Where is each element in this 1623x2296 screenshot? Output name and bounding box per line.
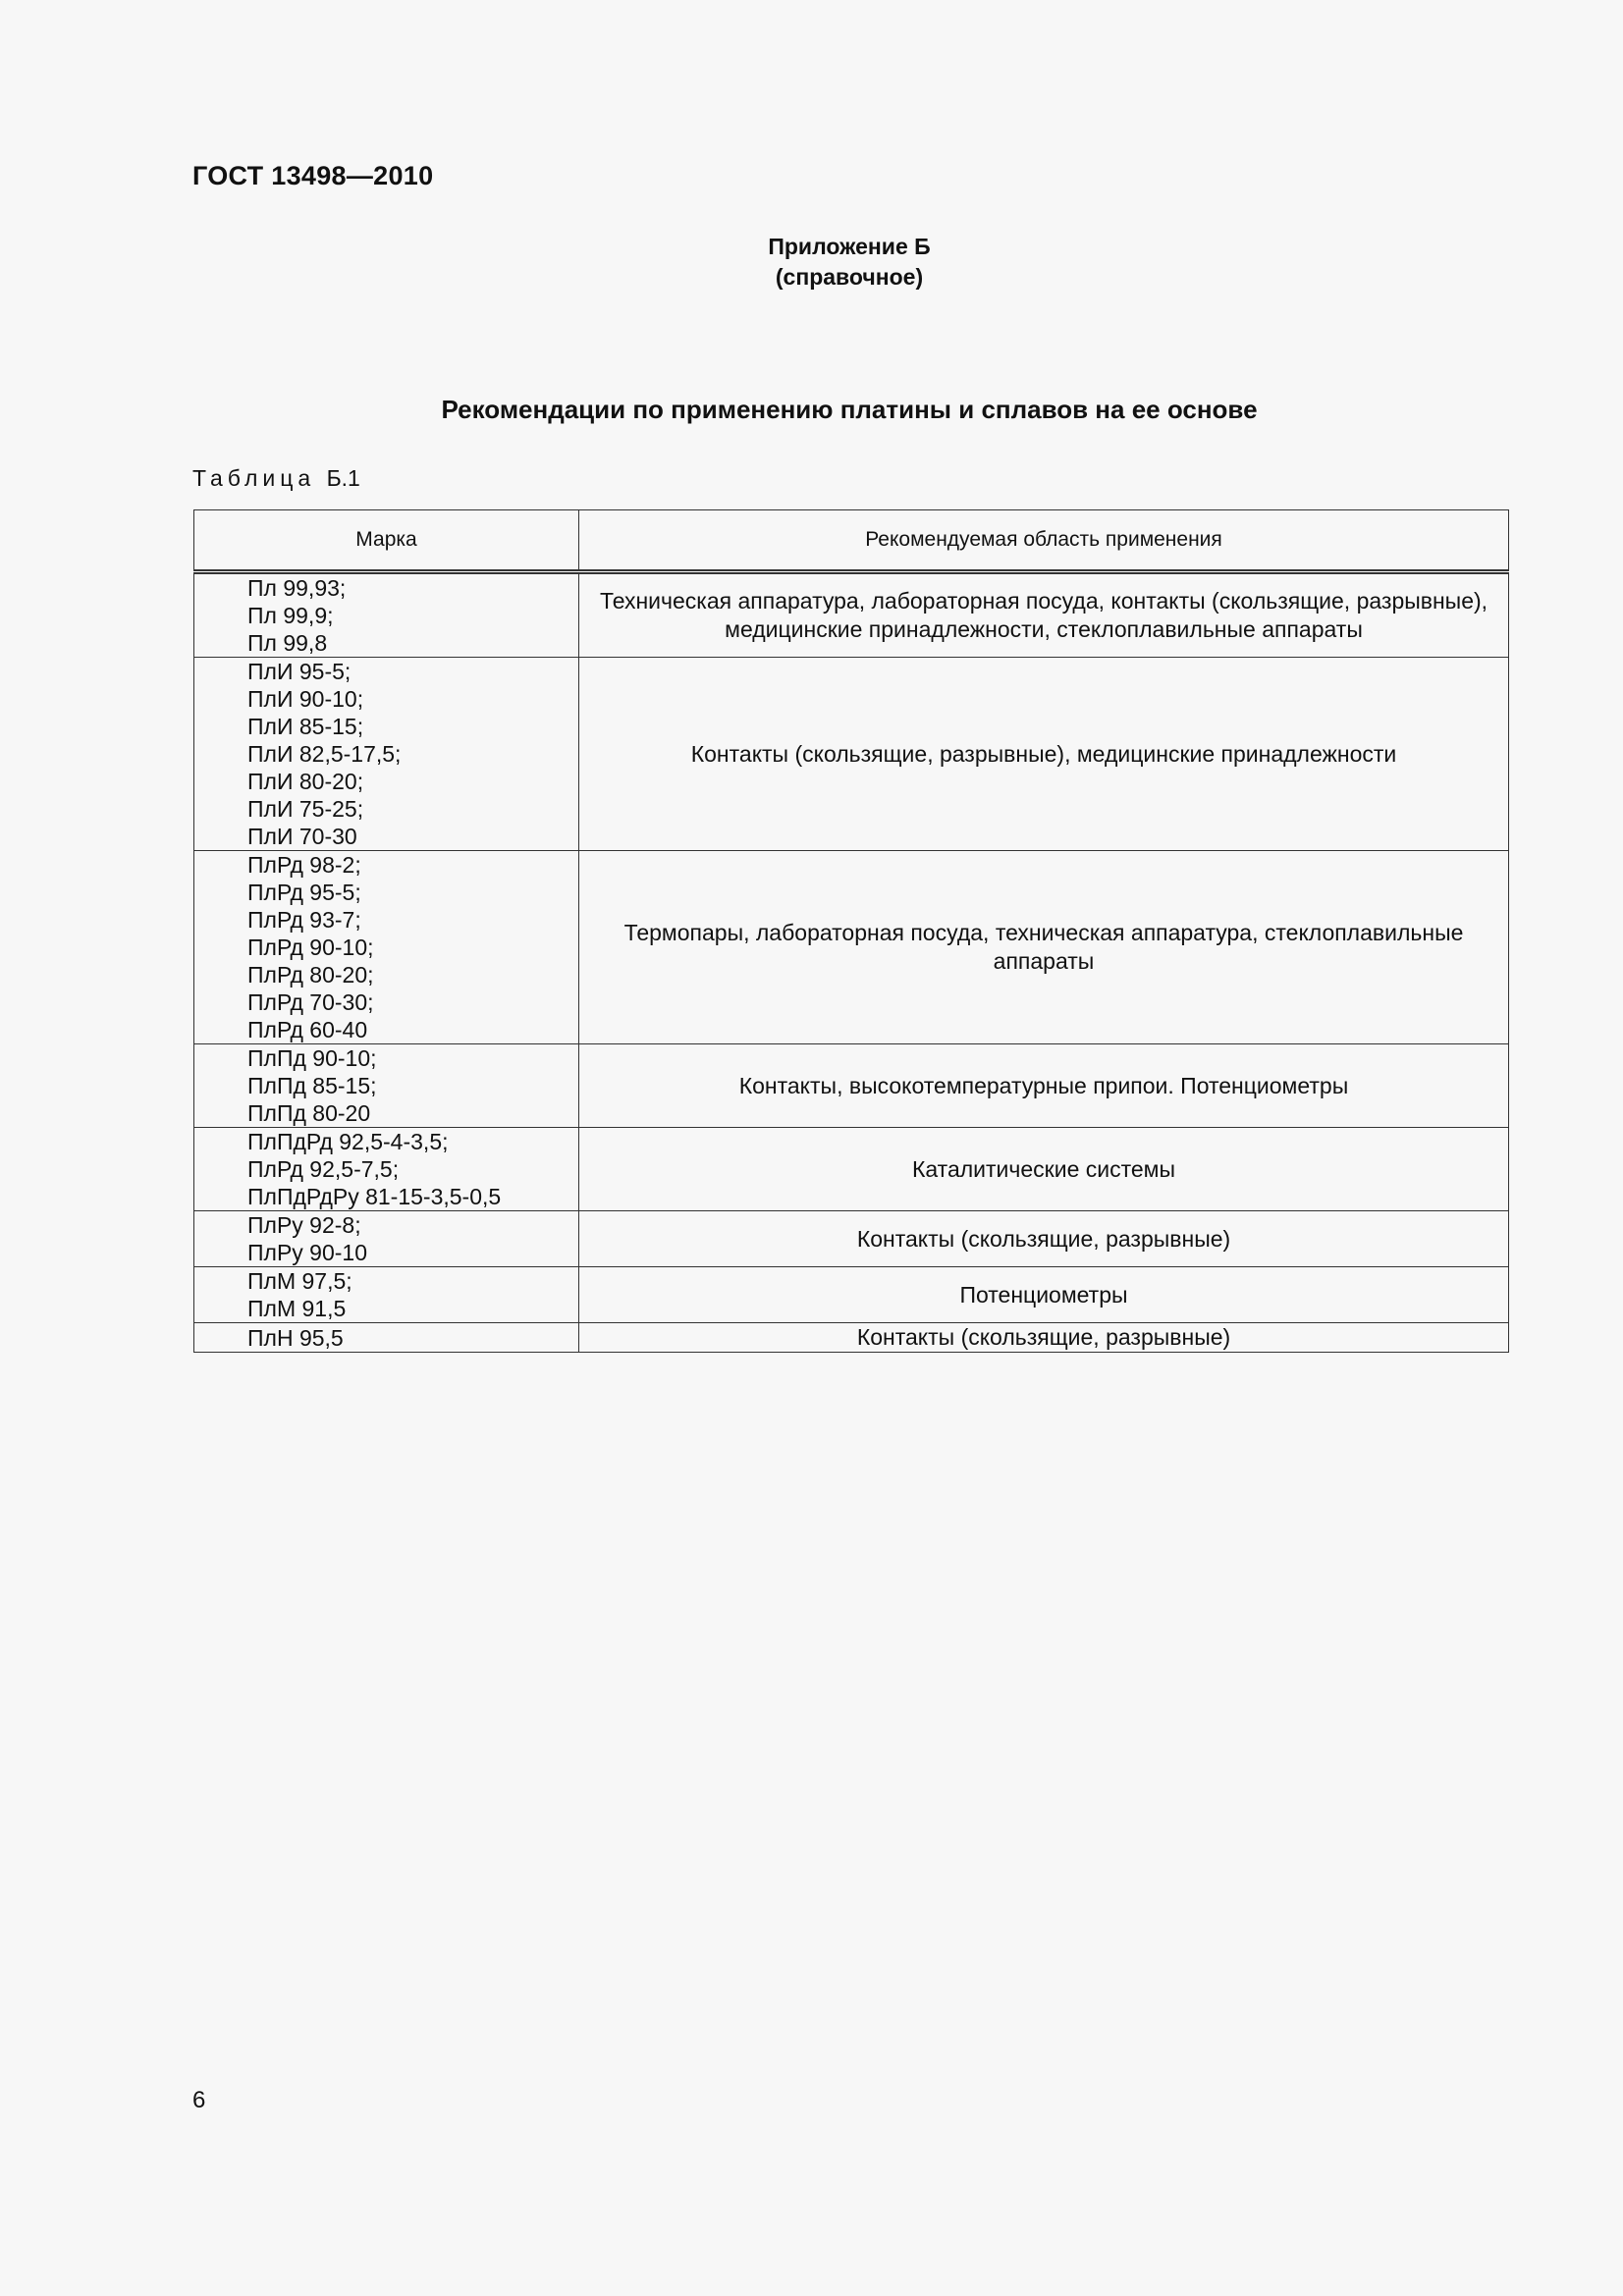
document-header: ГОСТ 13498—2010	[192, 161, 434, 190]
grade-item: ПлИ 85-15;	[247, 714, 364, 739]
grade-item: ПлРд 90-10;	[247, 934, 374, 960]
grade-item: ПлРд 92,5-7,5;	[247, 1156, 400, 1182]
grade-item: Пл 99,9;	[247, 603, 334, 628]
table-row	[194, 851, 1509, 1044]
table-row	[194, 1211, 1509, 1267]
grade-item: Пл 99,93;	[247, 575, 347, 601]
application-cell: Контакты, высокотемпературные припои. Потенциометры	[579, 1044, 1509, 1128]
grade-item: ПлПдРдРу 81-15-3,5-0,5	[247, 1184, 502, 1209]
grade-item: ПлИ 80-20;	[247, 769, 364, 794]
appendix-title: Приложение Б	[768, 234, 931, 259]
grade-cell	[194, 851, 579, 1044]
grade-item: ПлРу 90-10	[247, 1240, 368, 1265]
grade-item: ПлН 95,5	[247, 1324, 344, 1351]
grade-item: ПлРу 92-8;	[247, 1212, 361, 1238]
grade-item: ПлИ 75-25;	[247, 796, 364, 822]
table-row	[194, 1267, 1509, 1323]
table-row	[194, 658, 1509, 851]
grade-item: ПлИ 82,5-17,5;	[247, 741, 402, 767]
grade-item: ПлРд 95-5;	[247, 880, 361, 905]
application-cell: Контакты (скользящие, разрывные), медицинские принадлежности	[579, 658, 1509, 851]
grade-item: ПлРд 70-30;	[247, 989, 374, 1015]
grade-cell	[194, 658, 579, 851]
grade-item: ПлПд 80-20	[247, 1100, 371, 1126]
grade-cell	[194, 1323, 579, 1353]
application-cell: Потенциометры	[579, 1267, 1509, 1323]
grade-item: ПлРд 60-40	[247, 1017, 368, 1042]
table-caption-number: Б.1	[326, 465, 360, 491]
grade-item: ПлРд 80-20;	[247, 962, 374, 988]
application-cell: Контакты (скользящие, разрывные)	[579, 1211, 1509, 1267]
grade-item: ПлМ 97,5;	[247, 1268, 352, 1294]
table-row	[194, 1323, 1509, 1353]
page-number: 6	[192, 2087, 206, 2113]
grade-item: ПлИ 90-10;	[247, 686, 364, 712]
grade-cell	[194, 1128, 579, 1211]
grade-cell	[194, 1044, 579, 1128]
grade-item: ПлИ 70-30	[247, 824, 357, 849]
appendix-subtitle: (справочное)	[775, 264, 924, 290]
section-title: Рекомендации по применению платины и сплавов на ее основе	[441, 395, 1258, 424]
table-row	[194, 1044, 1509, 1128]
grade-item: ПлПд 85-15;	[247, 1073, 377, 1098]
grade-item: ПлИ 95-5;	[247, 659, 352, 684]
grade-item: ПлМ 91,5	[247, 1296, 347, 1321]
application-cell: Каталитические системы	[579, 1128, 1509, 1211]
table-row	[194, 1128, 1509, 1211]
appendix-heading	[0, 232, 1623, 293]
grade-item: ПлРд 98-2;	[247, 852, 361, 878]
column-header-grade: Марка	[194, 510, 579, 572]
column-header-use: Рекомендуемая область применения	[579, 510, 1509, 572]
table-row	[194, 572, 1509, 658]
grade-item: ПлРд 93-7;	[247, 907, 361, 933]
table-header-row	[194, 510, 1509, 572]
grade-item: ПлПд 90-10;	[247, 1045, 377, 1071]
grade-item: Пл 99,8	[247, 630, 328, 656]
recommendations-table	[193, 509, 1509, 1353]
application-cell: Термопары, лабораторная посуда, техническая аппаратура, стеклоплавильные аппараты	[579, 851, 1509, 1044]
table-caption	[192, 465, 360, 492]
table-caption-word: Таблица	[192, 465, 316, 491]
table-body	[194, 572, 1509, 1353]
grade-cell	[194, 1267, 579, 1323]
application-cell: Контакты (скользящие, разрывные)	[579, 1323, 1509, 1353]
grade-cell	[194, 1211, 579, 1267]
grade-cell	[194, 572, 579, 658]
application-cell: Техническая аппаратура, лабораторная посуда, контакты (скользящие, разрывные), медицинские принадлежности, стеклоплавильные аппараты	[579, 572, 1509, 658]
grade-item: ПлПдРд 92,5-4-3,5;	[247, 1129, 449, 1154]
